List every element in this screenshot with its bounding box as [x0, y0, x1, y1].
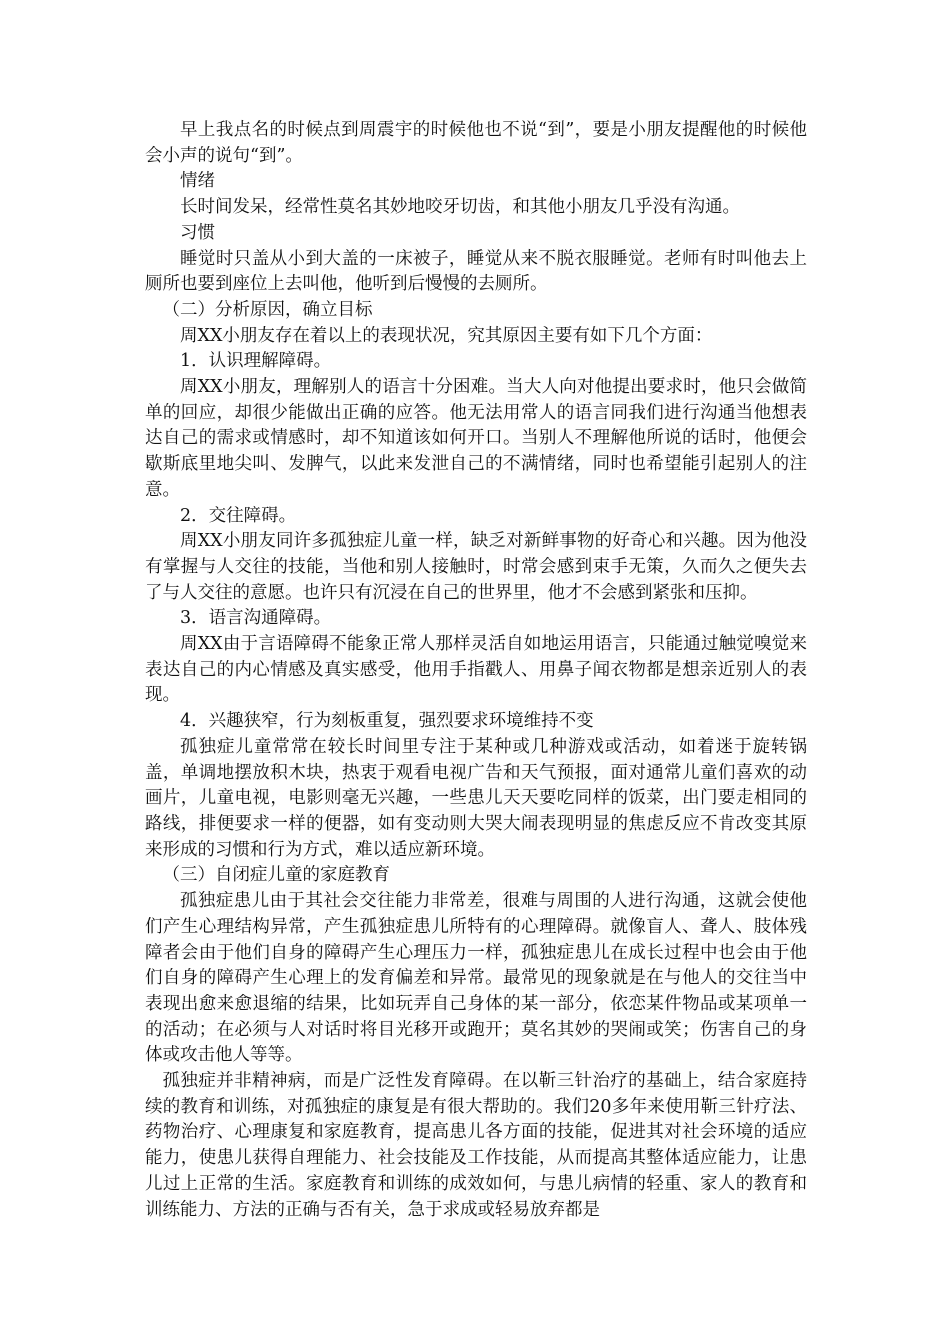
- heading-emotion: 情绪: [180, 171, 215, 192]
- paragraph-roll-call: 早上我点名的时候点到周震宇的时候他也不说“到”，要是小朋友提醒他的时候他会小声的说句“到”。: [145, 120, 807, 166]
- paragraph-language: 周XX由于言语障碍不能象正常人那样灵活自如地运用语言，只能通过触觉嗅觉来表达自己的内心情感及真实感受，他用手指戳人、用鼻子闻衣物都是想亲近别人的表现。: [145, 634, 807, 706]
- subheading-language: 3．语言沟通障碍。: [180, 608, 332, 629]
- paragraph-social: 周XX小朋友同许多孤独症儿童一样，缺乏对新鲜事物的好奇心和兴趣。因为他没有掌握与人交往的技能，当他和别人接触时，时常会感到束手无策，久而久之便失去了与人交往的意愿。也许只有沉浸在自己的世界里，他才不会感到紧张和压抑。: [145, 531, 807, 603]
- paragraph-treatment: 孤独症并非精神病，而是广泛性发育障碍。在以靳三针治疗的基础上，结合家庭持续的教育和训练，对孤独症的康复是有很大帮助的。我们20多年来使用靳三针疗法、药物治疗、心理康复和家庭教育，提高患儿各方面的技能，促进其对社会环境的适应能力，使患儿获得自理能力、社会技能及工作技能，从而提高其整体适应能力，让患儿过上正常的生活。家庭教育和训练的成效如何，与患儿病情的轻重、家人的教育和训练能力、方法的正确与否有关，急于求成或轻易放弃都是: [145, 1071, 807, 1220]
- subheading-cognition: 1．认识理解障碍。: [180, 351, 332, 372]
- section-heading-analysis: （二）分析原因，确立目标: [162, 299, 373, 320]
- paragraph-emotion: 长时间发呆，经常性莫名其妙地咬牙切齿，和其他小朋友几乎没有沟通。: [180, 197, 740, 218]
- section-heading-family-education: （三）自闭症儿童的家庭教育: [162, 865, 390, 886]
- subheading-social: 2．交往障碍。: [180, 505, 297, 526]
- heading-habits: 习惯: [180, 222, 215, 243]
- paragraph-cognition: 周XX小朋友，理解别人的语言十分困难。当大人向对他提出要求时，他只会做简单的回应，却很少能做出正确的应答。他无法用常人的语言同我们进行沟通当他想表达自己的需求或情感时，却不知道该如何开口。当别人不理解他所说的话时，他便会歇斯底里地尖叫、发脾气，以此来发泄自己的不满情绪，同时也希望能引起别人的注意。: [145, 377, 807, 500]
- paragraph-interests: 孤独症儿童常常在较长时间里专注于某种或几种游戏或活动，如着迷于旋转锅盖，单调地摆放积木块，热衷于观看电视广告和天气预报，面对通常儿童们喜欢的动画片，儿童电视，电影则毫无兴趣，一些患儿天天要吃同样的饭菜，出门要走相同的路线，排便要求一样的便器，如有变动则大哭大闹表现明显的焦虑反应不肯改变其原来形成的习惯和行为方式，难以适应新环境。: [145, 736, 807, 860]
- paragraph-analysis-intro: 周XX小朋友存在着以上的表现状况，究其原因主要有如下几个方面：: [180, 325, 713, 346]
- subheading-interests: 4．兴趣狭窄，行为刻板重复，强烈要求环境维持不变: [180, 711, 594, 732]
- document-body: [145, 118, 807, 1223]
- paragraph-habits: 睡觉时只盖从小到大盖的一床被子，睡觉从来不脱衣服睡觉。老师有时叫他去上厕所也要到座位上去叫他，他听到后慢慢的去厕所。: [145, 248, 807, 295]
- paragraph-family-education: 孤独症患儿由于其社会交往能力非常差，很难与周围的人进行沟通，这就会使他们产生心理结构异常，产生孤独症患儿所特有的心理障碍。就像盲人、聋人、肢体残障者会由于他们自身的障碍产生心理压力一样，孤独症患儿在成长过程中也会由于他们自身的障碍产生心理上的发育偏差和异常。最常见的现象就是在与他人的交往当中表现出愈来愈退缩的结果，比如玩弄自己身体的某一部分，依恋某件物品或某项单一的活动；在必须与人对话时将目光移开或跑开；莫名其妙的哭闹或笑；伤害自己的身体或攻击他人等等。: [145, 891, 807, 1066]
